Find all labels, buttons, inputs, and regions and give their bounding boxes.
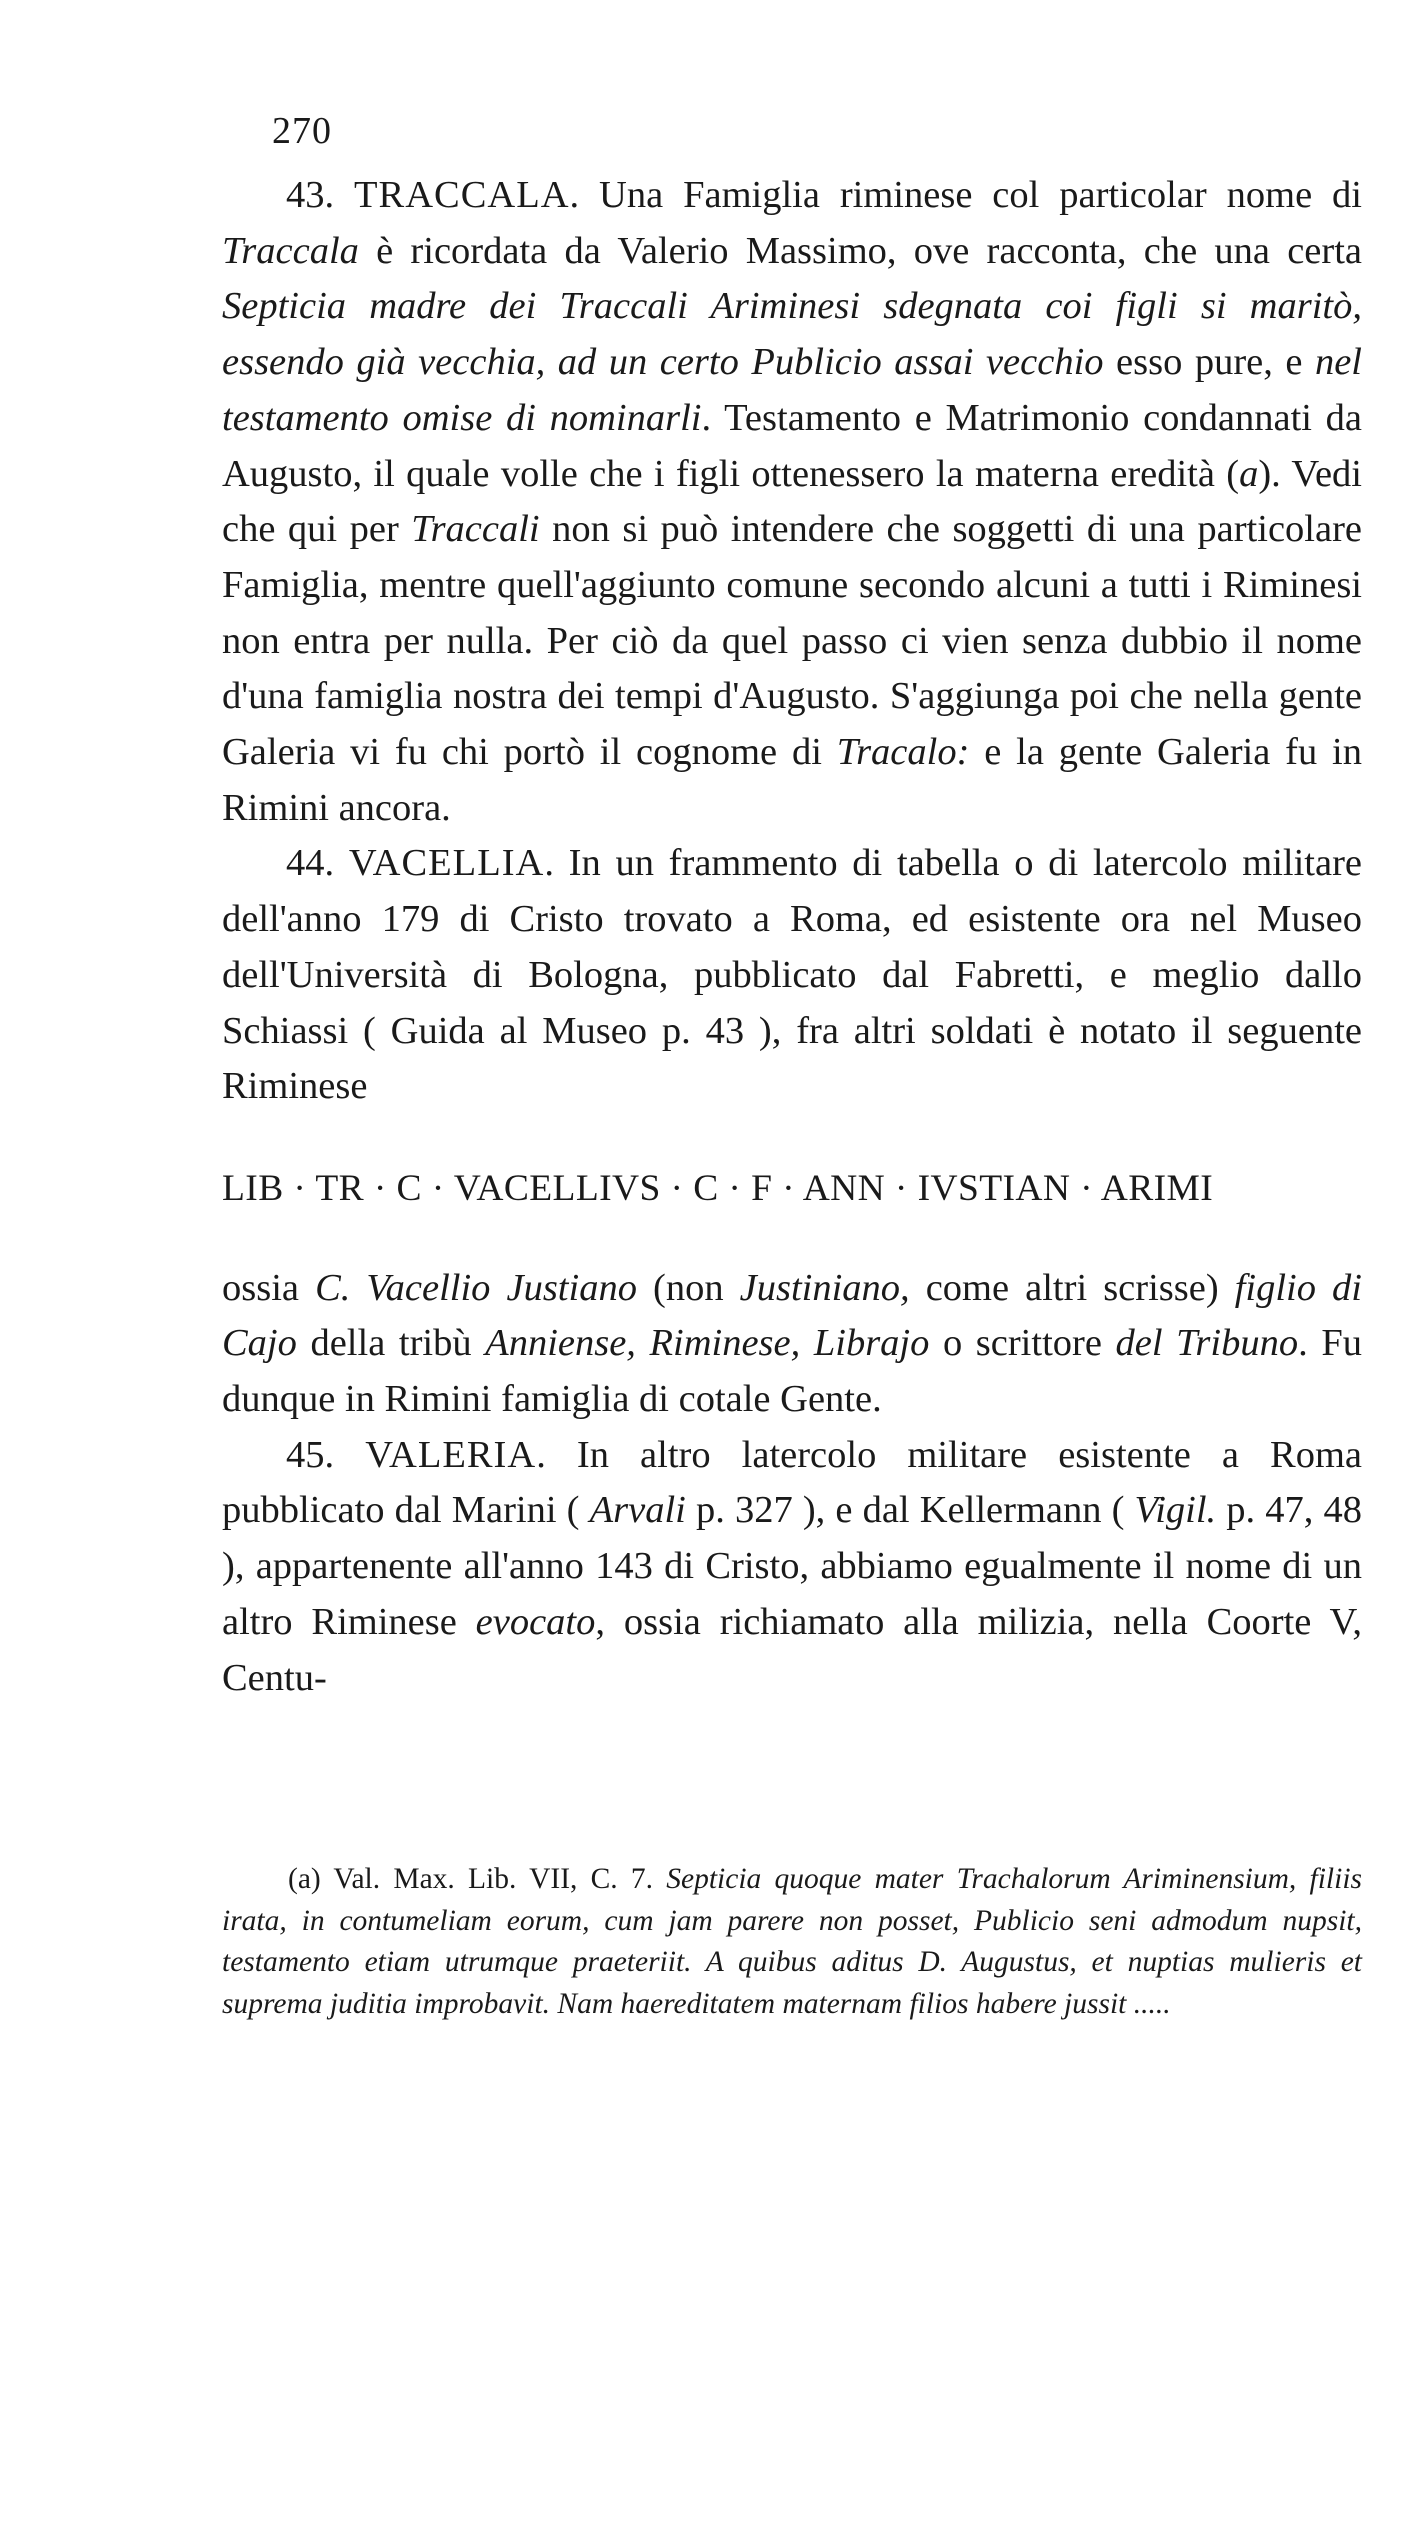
entry-45-number: 45.: [286, 1433, 335, 1476]
entry-45-heading: VALERIA: [365, 1433, 537, 1476]
entry-44-heading: VACELLIA: [348, 842, 545, 885]
page-number: 270: [272, 110, 332, 152]
latin-inscription: LIB · TR · C · VACELLIVS · C · F · ANN · IVSTIAN · ARIMI: [222, 1167, 1214, 1209]
entry-45-paragraph: 45. VALERIA. In altro latercolo militare esistente a Roma pubblicato dal Marini ( Arvali p. 327 ), e dal Kellermann ( Vigil. p. 47, 48 ), appartenente all'anno 143 di Cristo, abbiamo egualmente il nome di un altro Riminese evocato, ossia richiamato alla milizia, nella Coorte V, Centu-: [222, 1433, 1363, 1699]
footnote-section: [222, 1859, 1362, 2025]
footnote-a: (a) Val. Max. Lib. VII, C. 7. Septicia quoque mater Trachalorum Ariminensium, filiis irata, in contumeliam eorum, cum jam parere non posset, Publicio seni admodum nupsit, testamento etiam utrumque praeteriit. A quibus aditus D. Augustus, et nuptias mulieris et suprema juditia improbavit. Nam haereditatem maternam filios habere jussit .....: [222, 1863, 1362, 2020]
entry-43-number: 43.: [286, 174, 335, 216]
entry-43-heading: TRACCALA: [354, 174, 570, 216]
entry-43-paragraph: 43. TRACCALA. Una Famiglia riminese col particolar nome di Traccala è ricordata da Valerio Massimo, ove racconta, che una certa Septicia madre dei Traccali Ariminesi sdegnata coi figli si maritò, essendo già vecchia, ad un certo Publicio assai vecchio esso pure, e nel testamento omise di nominarli. Testamento e Matrimonio condannati da Augusto, il quale volle che i figli ottenessero la materna eredità (a). Vedi che qui per Traccali non si può intendere che soggetti di una particolare Famiglia, mentre quell'aggiunto comune secondo alcuni a tutti i Riminesi non entra per nulla. Per ciò da quel passo ci vien senza dubbio il nome d'una famiglia nostra dei tempi d'Augusto. S'aggiunga poi che nella gente Galeria vi fu chi portò il cognome di Tracalo: e la gente Galeria fu in Rimini ancora.: [222, 174, 1362, 829]
entry-44-number: 44.: [286, 842, 335, 885]
main-text: [222, 168, 1362, 1706]
footnote-ref-a: a: [1239, 452, 1259, 495]
entry-44-continuation: ossia C. Vacellio Justiano (non Justiniano, come altri scrisse) figlio di Cajo della tribù Anniense, Riminese, Librajo o scrittore del Tribuno. Fu dunque in Rimini famiglia di cotale Gente.: [222, 1266, 1363, 1421]
entry-44-paragraph: 44. VACELLIA. In un frammento di tabella o di latercolo militare dell'anno 179 di Cristo trovato a Roma, ed esistente ora nel Museo dell'Università di Bologna, pubblicato dal Fabretti, e meglio dallo Schiassi ( Guida al Museo p. 43 ), fra altri soldati è notato il seguente Riminese: [222, 842, 1362, 1108]
